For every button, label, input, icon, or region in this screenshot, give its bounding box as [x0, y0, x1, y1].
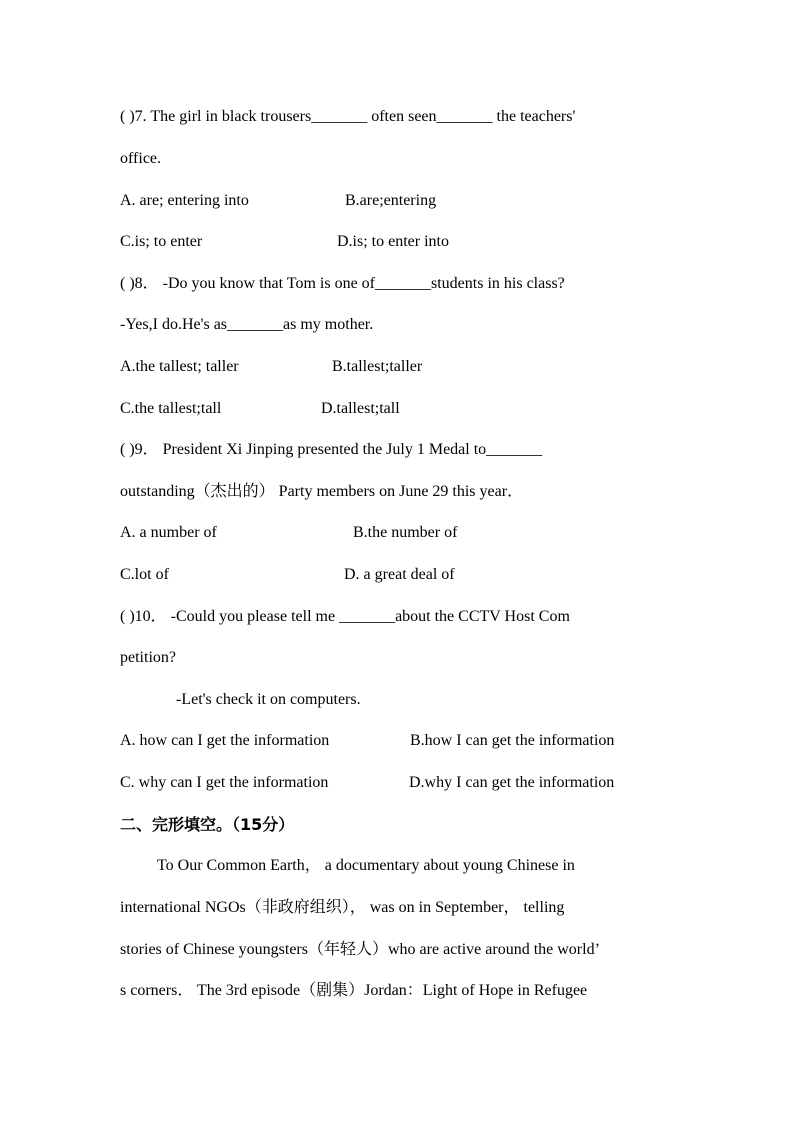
- question-9-stem-cont: outstanding（杰出的） Party members on June 29 this year．: [120, 483, 524, 500]
- question-9-options-row-1: [120, 523, 678, 543]
- question-7-options-row-1: [120, 191, 678, 211]
- question-8-stem: ( )8． -Do you know that Tom is one of_______students in his class?: [120, 275, 565, 292]
- option-b: B.how I can get the information: [410, 732, 615, 749]
- option-b: B.the number of: [353, 524, 458, 541]
- question-8-stem-cont: -Yes,I do.He's as_______as my mother.: [120, 316, 374, 333]
- option-a: A. are; entering into: [120, 192, 249, 209]
- option-d: D.is; to enter into: [337, 233, 449, 250]
- option-d: D.tallest;tall: [321, 400, 400, 417]
- passage-line-1: To Our Common Earth， a documentary about young Chinese in: [157, 857, 575, 874]
- option-a: A.the tallest; taller: [120, 358, 239, 375]
- question-7-stem-cont: office.: [120, 150, 162, 167]
- option-d: D.why I can get the information: [409, 774, 615, 791]
- question-7-stem: ( )7. The girl in black trousers_______ often seen_______ the teachers': [120, 108, 576, 125]
- option-b: B.tallest;taller: [332, 358, 423, 375]
- passage-line-4: s corners． The 3rd episode（剧集）Jordan：Light of Hope in Refugee: [120, 982, 588, 999]
- option-c: C.is; to enter: [120, 233, 203, 250]
- option-b: B.are;entering: [345, 192, 437, 209]
- passage-line-3: stories of Chinese youngsters（年轻人）who are active around the world’: [120, 941, 600, 958]
- option-a: A. a number of: [120, 524, 217, 541]
- question-10-reply: -Let's check it on computers.: [176, 691, 361, 708]
- question-8-options-row-1: [120, 357, 678, 377]
- question-9-stem: ( )9． President Xi Jinping presented the July 1 Medal to_______: [120, 441, 543, 458]
- option-a: A. how can I get the information: [120, 732, 330, 749]
- question-10-options-row-1: [120, 731, 678, 751]
- question-8-options-row-2: [120, 399, 678, 419]
- question-10-stem-cont: petition?: [120, 649, 176, 666]
- passage-line-2: international NGOs（非政府组织）， was on in September， telling: [120, 899, 565, 916]
- question-10-stem: ( )10． -Could you please tell me _______about the CCTV Host Com: [120, 608, 570, 625]
- option-c: C. why can I get the information: [120, 774, 329, 791]
- option-c: C.the tallest;tall: [120, 400, 222, 417]
- option-c: C.lot of: [120, 566, 169, 583]
- option-d: D. a great deal of: [344, 566, 455, 583]
- question-10-options-row-2: [120, 773, 678, 793]
- question-9-options-row-2: [120, 565, 678, 585]
- section-heading: 二、完形填空。（15分）: [120, 815, 295, 834]
- question-7-options-row-2: [120, 232, 678, 252]
